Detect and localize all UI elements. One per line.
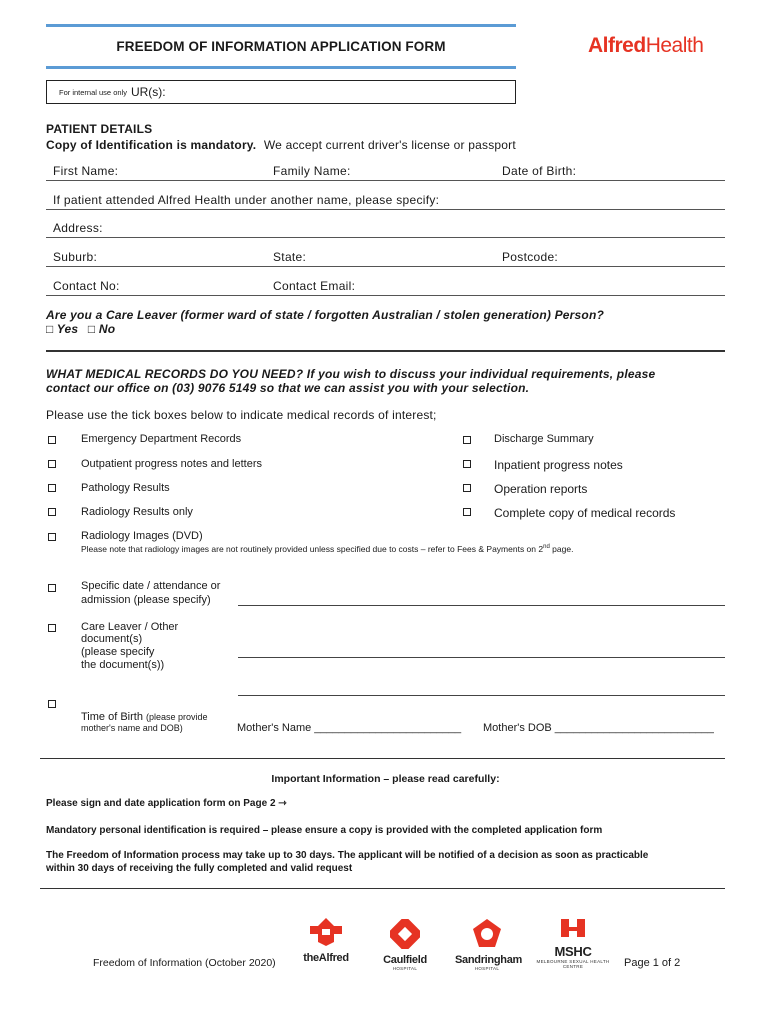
checkbox-inpatient[interactable]	[463, 460, 471, 468]
no-checkbox-icon[interactable]: □	[87, 322, 96, 336]
records-instruction: Please use the tick boxes below to indicate medical records of interest;	[46, 408, 437, 422]
internal-use-label: For internal use only	[59, 87, 127, 97]
sign-text: Please sign and date application form on Page 2	[46, 798, 276, 809]
mshc-logo	[533, 917, 613, 969]
item-care-leaver-3: (please specify	[81, 646, 155, 658]
checkbox-radiology-images[interactable]	[48, 533, 56, 541]
page-number: Page 1 of 2	[624, 957, 681, 969]
top-blue-rule	[46, 24, 516, 27]
section-divider	[46, 350, 725, 352]
checkbox-specific-date[interactable]	[48, 584, 56, 592]
form-title: FREEDOM OF INFORMATION APPLICATION FORM	[116, 39, 446, 54]
important-top-rule	[40, 758, 725, 759]
care-leaver-field-line-2[interactable]	[238, 695, 725, 696]
logo-alfred: Alfred	[588, 34, 646, 57]
id-mandatory-text: Copy of Identification is mandatory.	[46, 138, 257, 152]
item-care-leaver-4: the document(s))	[81, 659, 165, 671]
address-row[interactable]	[46, 219, 725, 238]
caulfield-sub: HOSPITAL	[392, 966, 418, 971]
time-of-birth-note-b: mother's name and DOB)	[81, 723, 183, 733]
checkbox-discharge[interactable]	[463, 436, 471, 444]
checkbox-time-of-birth[interactable]	[48, 700, 56, 708]
mothers-dob-field[interactable]: Mother's DOB __________________________	[483, 722, 714, 734]
caulfield-logo	[379, 919, 431, 971]
alfred-health-logo	[588, 34, 703, 58]
ur-label: UR(s):	[130, 85, 166, 99]
yes-label: Yes	[56, 322, 79, 336]
item-inpatient: Inpatient progress notes	[494, 458, 623, 472]
item-operation: Operation reports	[494, 482, 588, 496]
sandringham-logo	[455, 917, 522, 971]
internal-use-box	[46, 80, 516, 104]
caulfield-emblem-icon	[390, 919, 420, 949]
sandringham-sub: HOSPITAL	[474, 966, 500, 971]
important-bottom-rule	[40, 888, 725, 889]
checkbox-pathology[interactable]	[48, 484, 56, 492]
item-complete-copy: Complete copy of medical records	[494, 506, 676, 520]
dob-label: Date of Birth:	[502, 164, 577, 178]
right-arrow-icon: ⇾	[278, 798, 287, 809]
mshc-sub: MELBOURNE SEXUAL HEALTH CENTRE	[536, 959, 610, 969]
contact-no-label: Contact No:	[53, 279, 120, 293]
mothers-name-field[interactable]: Mother's Name ________________________	[237, 722, 462, 734]
the-alfred-emblem-icon	[308, 917, 344, 947]
item-pathology: Pathology Results	[81, 482, 170, 494]
care-leaver-options	[46, 322, 115, 336]
records-heading-line2: contact our office on (03) 9076 5149 so that we can assist you with your selection.	[46, 381, 530, 395]
contact-email-label: Contact Email:	[273, 279, 356, 293]
process-note-1: The Freedom of Information process may take up to 30 days. The applicant will be notified of a decision as soon as practicable	[46, 850, 649, 861]
first-name-label: First Name:	[53, 164, 119, 178]
item-specific-date-2: admission (please specify)	[81, 594, 211, 606]
mshc-emblem-icon	[558, 917, 588, 939]
time-of-birth-note-a: (please provide	[146, 712, 208, 722]
item-outpatient: Outpatient progress notes and letters	[81, 458, 262, 470]
family-name-label: Family Name:	[273, 164, 351, 178]
sandringham-emblem-icon	[471, 917, 503, 949]
id-requirement	[46, 138, 516, 152]
care-leaver-question: Are you a Care Leaver (former ward of state / forgotten Australian / stolen generation) Person?	[46, 308, 605, 322]
logo-health: Health	[645, 34, 704, 57]
sign-instruction	[46, 798, 287, 809]
no-label: No	[98, 322, 116, 336]
radiology-note-end: page.	[549, 544, 574, 554]
bottom-blue-rule	[46, 66, 516, 69]
patient-details-heading: PATIENT DETAILS	[46, 122, 153, 136]
checkbox-operation[interactable]	[463, 484, 471, 492]
radiology-note-text: Please note that radiology images are not routinely provided unless specified due to costs – refer to Fees & Payments on 2	[81, 544, 544, 554]
item-radiology-results: Radiology Results only	[81, 506, 193, 518]
checkbox-complete-copy[interactable]	[463, 508, 471, 516]
the-alfred-logo	[299, 917, 353, 964]
contact-row[interactable]	[46, 277, 725, 296]
item-emergency: Emergency Department Records	[81, 433, 242, 445]
mshc-name: MSHC	[554, 944, 592, 959]
important-heading: Important Information – please read carefully:	[271, 773, 500, 785]
yes-checkbox-icon[interactable]: □	[46, 322, 54, 336]
item-care-leaver-1: Care Leaver / Other	[81, 621, 179, 633]
records-heading-line1: WHAT MEDICAL RECORDS DO YOU NEED? If you wish to discuss your individual requirements, please	[46, 367, 656, 381]
postcode-label: Postcode:	[502, 250, 559, 264]
care-leaver-field-line[interactable]	[238, 657, 725, 658]
radiology-note-sup: nd	[543, 544, 550, 551]
sandringham-name: Sandringham	[455, 954, 522, 966]
item-care-leaver-2: document(s)	[81, 633, 143, 645]
process-note-2: within 30 days of receiving the fully completed and valid request	[46, 863, 353, 874]
the-alfred-name: theAlfred	[303, 952, 349, 964]
form-version: Freedom of Information (October 2020)	[93, 957, 276, 969]
item-radiology-images: Radiology Images (DVD)	[81, 530, 203, 542]
checkbox-radiology-results[interactable]	[48, 508, 56, 516]
time-of-birth-label	[81, 711, 208, 723]
caulfield-name: Caulfield	[383, 954, 427, 966]
radiology-note	[81, 544, 573, 554]
checkbox-care-leaver-docs[interactable]	[48, 624, 56, 632]
specific-date-field-line[interactable]	[238, 605, 725, 606]
checkbox-emergency[interactable]	[48, 436, 56, 444]
time-of-birth-text: Time of Birth	[81, 711, 143, 723]
locality-row[interactable]	[46, 248, 725, 267]
name-row[interactable]	[46, 162, 725, 181]
other-name-label: If patient attended Alfred Health under another name, please specify:	[53, 193, 440, 207]
other-name-row[interactable]	[46, 191, 725, 210]
checkbox-outpatient[interactable]	[48, 460, 56, 468]
item-discharge: Discharge Summary	[494, 433, 594, 445]
suburb-label: Suburb:	[53, 250, 98, 264]
id-accept-text: We accept current driver's license or passport	[263, 138, 516, 152]
state-label: State:	[273, 250, 307, 264]
item-specific-date-1: Specific date / attendance or	[81, 580, 221, 592]
mandatory-id-note: Mandatory personal identification is required – please ensure a copy is provided with the completed application form	[46, 825, 603, 836]
address-label: Address:	[53, 221, 103, 235]
